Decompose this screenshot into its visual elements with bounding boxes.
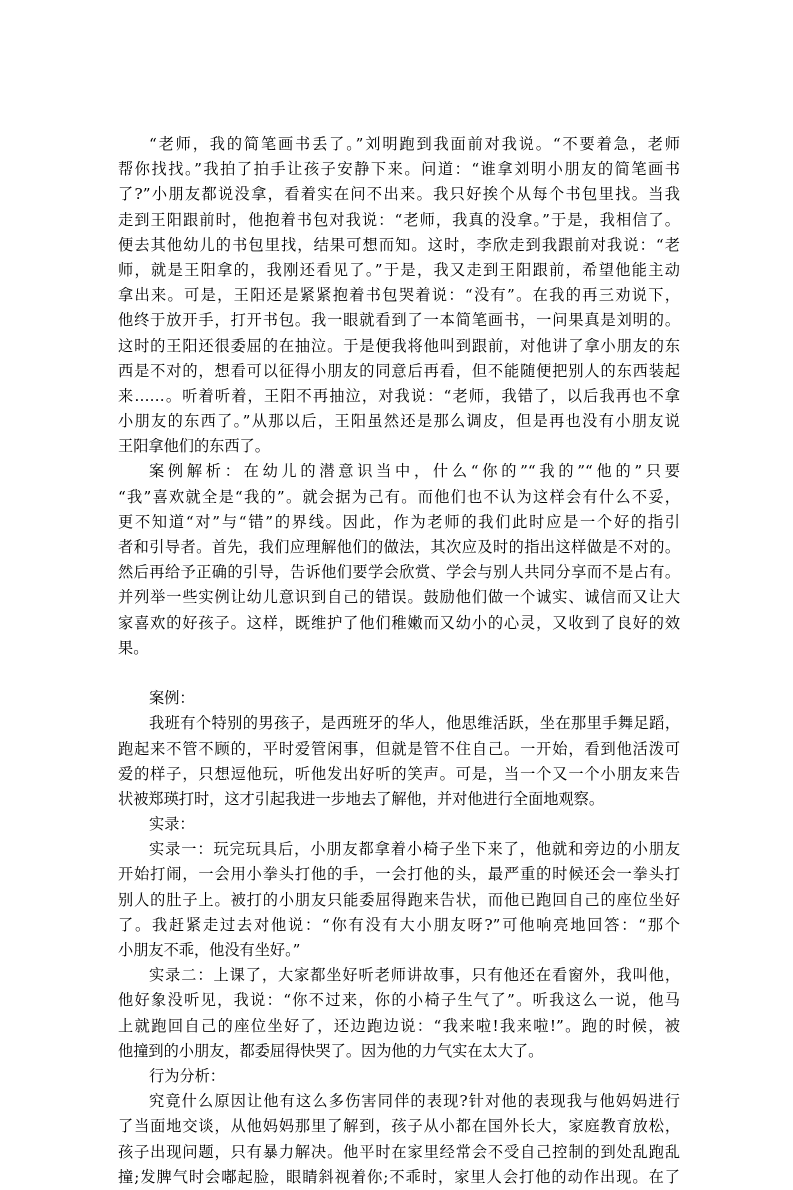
section-analysis1	[118, 459, 680, 661]
text-line: 状被郑瑛打时，这才引起我进一步地去了解他，并对他进行全面地观察。	[118, 789, 604, 808]
text-line: 我班有个特别的男孩子，是西班牙的华人，他思维活跃，坐在那里手舞足蹈，	[149, 714, 680, 733]
text-line: 案例解析：在幼儿的潜意识当中，什么“你的”“我的”“他的”只要	[149, 462, 680, 481]
text-line: 跑起来不管不顾的，平时爱管闲事，但就是管不住自己。一开始，看到他活泼可	[118, 739, 680, 758]
text-line: 来……。听着听着，王阳不再抽泣，对我说：“老师，我错了，以后我再也不拿	[118, 386, 680, 405]
text-line: 上就跑回自己的座位坐好了，还边跑边说：“我来啦!我来啦!”。跑的时候，被	[118, 1016, 680, 1035]
text-line: 拿出来。可是，王阳还是紧紧抱着书包哭着说：“没有”。在我的再三劝说下，	[118, 286, 680, 305]
text-line: 案例：	[149, 689, 195, 708]
text-line: 者和引导者。首先，我们应理解他们的做法，其次应及时的指出这样做是不对的。	[118, 538, 680, 556]
text-line: 走到王阳跟前时，他抱着书包对我说：“老师，我真的没拿。”于是，我相信了。	[118, 210, 680, 229]
blank-line	[118, 661, 680, 686]
text-line: 这时的王阳还很委屈的在抽泣。于是便我将他叫到跟前，对他讲了拿小朋友的东	[118, 336, 680, 355]
text-line: 并列举一些实例让幼儿意识到自己的错误。鼓励他们做一个诚实、诚信而又让大	[118, 588, 680, 607]
text-line: 师，就是王阳拿的，我刚还看见了。”于是，我又走到王阳跟前，希望他能主动	[118, 260, 680, 279]
text-line: 小朋友的东西了。”从那以后，王阳虽然还是那么调皮，但是再也没有小朋友说	[118, 412, 680, 431]
text-line: 孩子出现问题，只有暴力解决。他平时在家里经常会不受自己控制的到处乱跑乱	[118, 1142, 680, 1161]
text-line: 然后再给予正确的引导，告诉他们要学会欣赏、学会与别人共同分享而不是占有。	[118, 563, 680, 582]
text-line: 家喜欢的好孩子。这样，既维护了他们稚嫩而又幼小的心灵，又收到了良好的效	[118, 613, 680, 632]
text-line: 实录二：上课了，大家都坐好听老师讲故事，只有他还在看窗外，我叫他，	[149, 966, 680, 985]
text-line: 他好象没听见，我说：“你不过来，你的小椅子生气了”。听我这么一说，他马	[118, 991, 680, 1010]
text-line: 别人的肚子上。被打的小朋友只能委屈得跑来告状，而他已跑回自己的座位坐好	[118, 890, 680, 909]
text-line: 了?”小朋友都说没拿，看着实在问不出来。我只好挨个从每个书包里找。当我	[118, 185, 680, 204]
text-line: 他撞到的小朋友，都委屈得快哭了。因为他的力气实在太大了。	[118, 1041, 544, 1060]
text-line: 了当面地交谈，从他妈妈那里了解到，孩子从小都在国外长大，家庭教育放松，	[118, 1117, 680, 1136]
text-line: “老师，我的简笔画书丢了。”刘明跑到我面前对我说。“不要着急，老师	[149, 135, 680, 153]
text-line: 帮你找找。”我拍了拍手让孩子安静下来。问道：“谁拿刘明小朋友的简笔画书	[118, 160, 680, 179]
text-line: 更不知道“对”与“错”的界线。因此，作为老师的我们此时应是一个好的指引	[118, 512, 680, 531]
section-case2	[118, 686, 680, 1190]
text-line: 实录一：玩完玩具后，小朋友都拿着小椅子坐下来了，他就和旁边的小朋友	[149, 840, 680, 859]
text-line: “我”喜欢就全是“我的”。就会据为己有。而他们也不认为这样会有什么不妥，	[118, 487, 680, 506]
text-line: 果。	[118, 638, 149, 657]
document-page	[118, 132, 680, 1190]
text-line: 小朋友不乖，他没有坐好。”	[118, 941, 301, 959]
text-line: 行为分析：	[149, 1066, 225, 1085]
text-line: 了。我赶紧走过去对他说：“你有没有大小朋友呀?”可他响亮地回答：“那个	[118, 915, 680, 934]
section-story1	[118, 132, 680, 459]
text-line: 究竟什么原因让他有这么多伤害同伴的表现?针对他的表现我与他妈妈进行	[149, 1092, 680, 1111]
text-line: 王阳拿他们的东西了。	[118, 437, 270, 456]
text-line: 西是不对的，想看可以征得小朋友的同意后再看，但不能随便把别人的东西装起	[118, 361, 680, 380]
text-line: 撞;发脾气时会嘟起脸，眼睛斜视着你;不乖时，家里人会打他的动作出现。在了	[118, 1167, 680, 1186]
text-line: 便去其他幼儿的书包里找，结果可想而知。这时，李欣走到我跟前对我说：“老	[118, 235, 680, 254]
text-line: 爱的样子，只想逗他玩，听他发出好听的笑声。可是，当一个又一个小朋友来告	[118, 764, 680, 783]
text-line: 实录：	[149, 815, 195, 834]
text-line: 他终于放开手，打开书包。我一眼就看到了一本简笔画书，一问果真是刘明的。	[118, 311, 680, 330]
text-line: 开始打闹，一会用小拳头打他的手，一会打他的头，最严重的时候还会一拳头打	[118, 865, 680, 884]
